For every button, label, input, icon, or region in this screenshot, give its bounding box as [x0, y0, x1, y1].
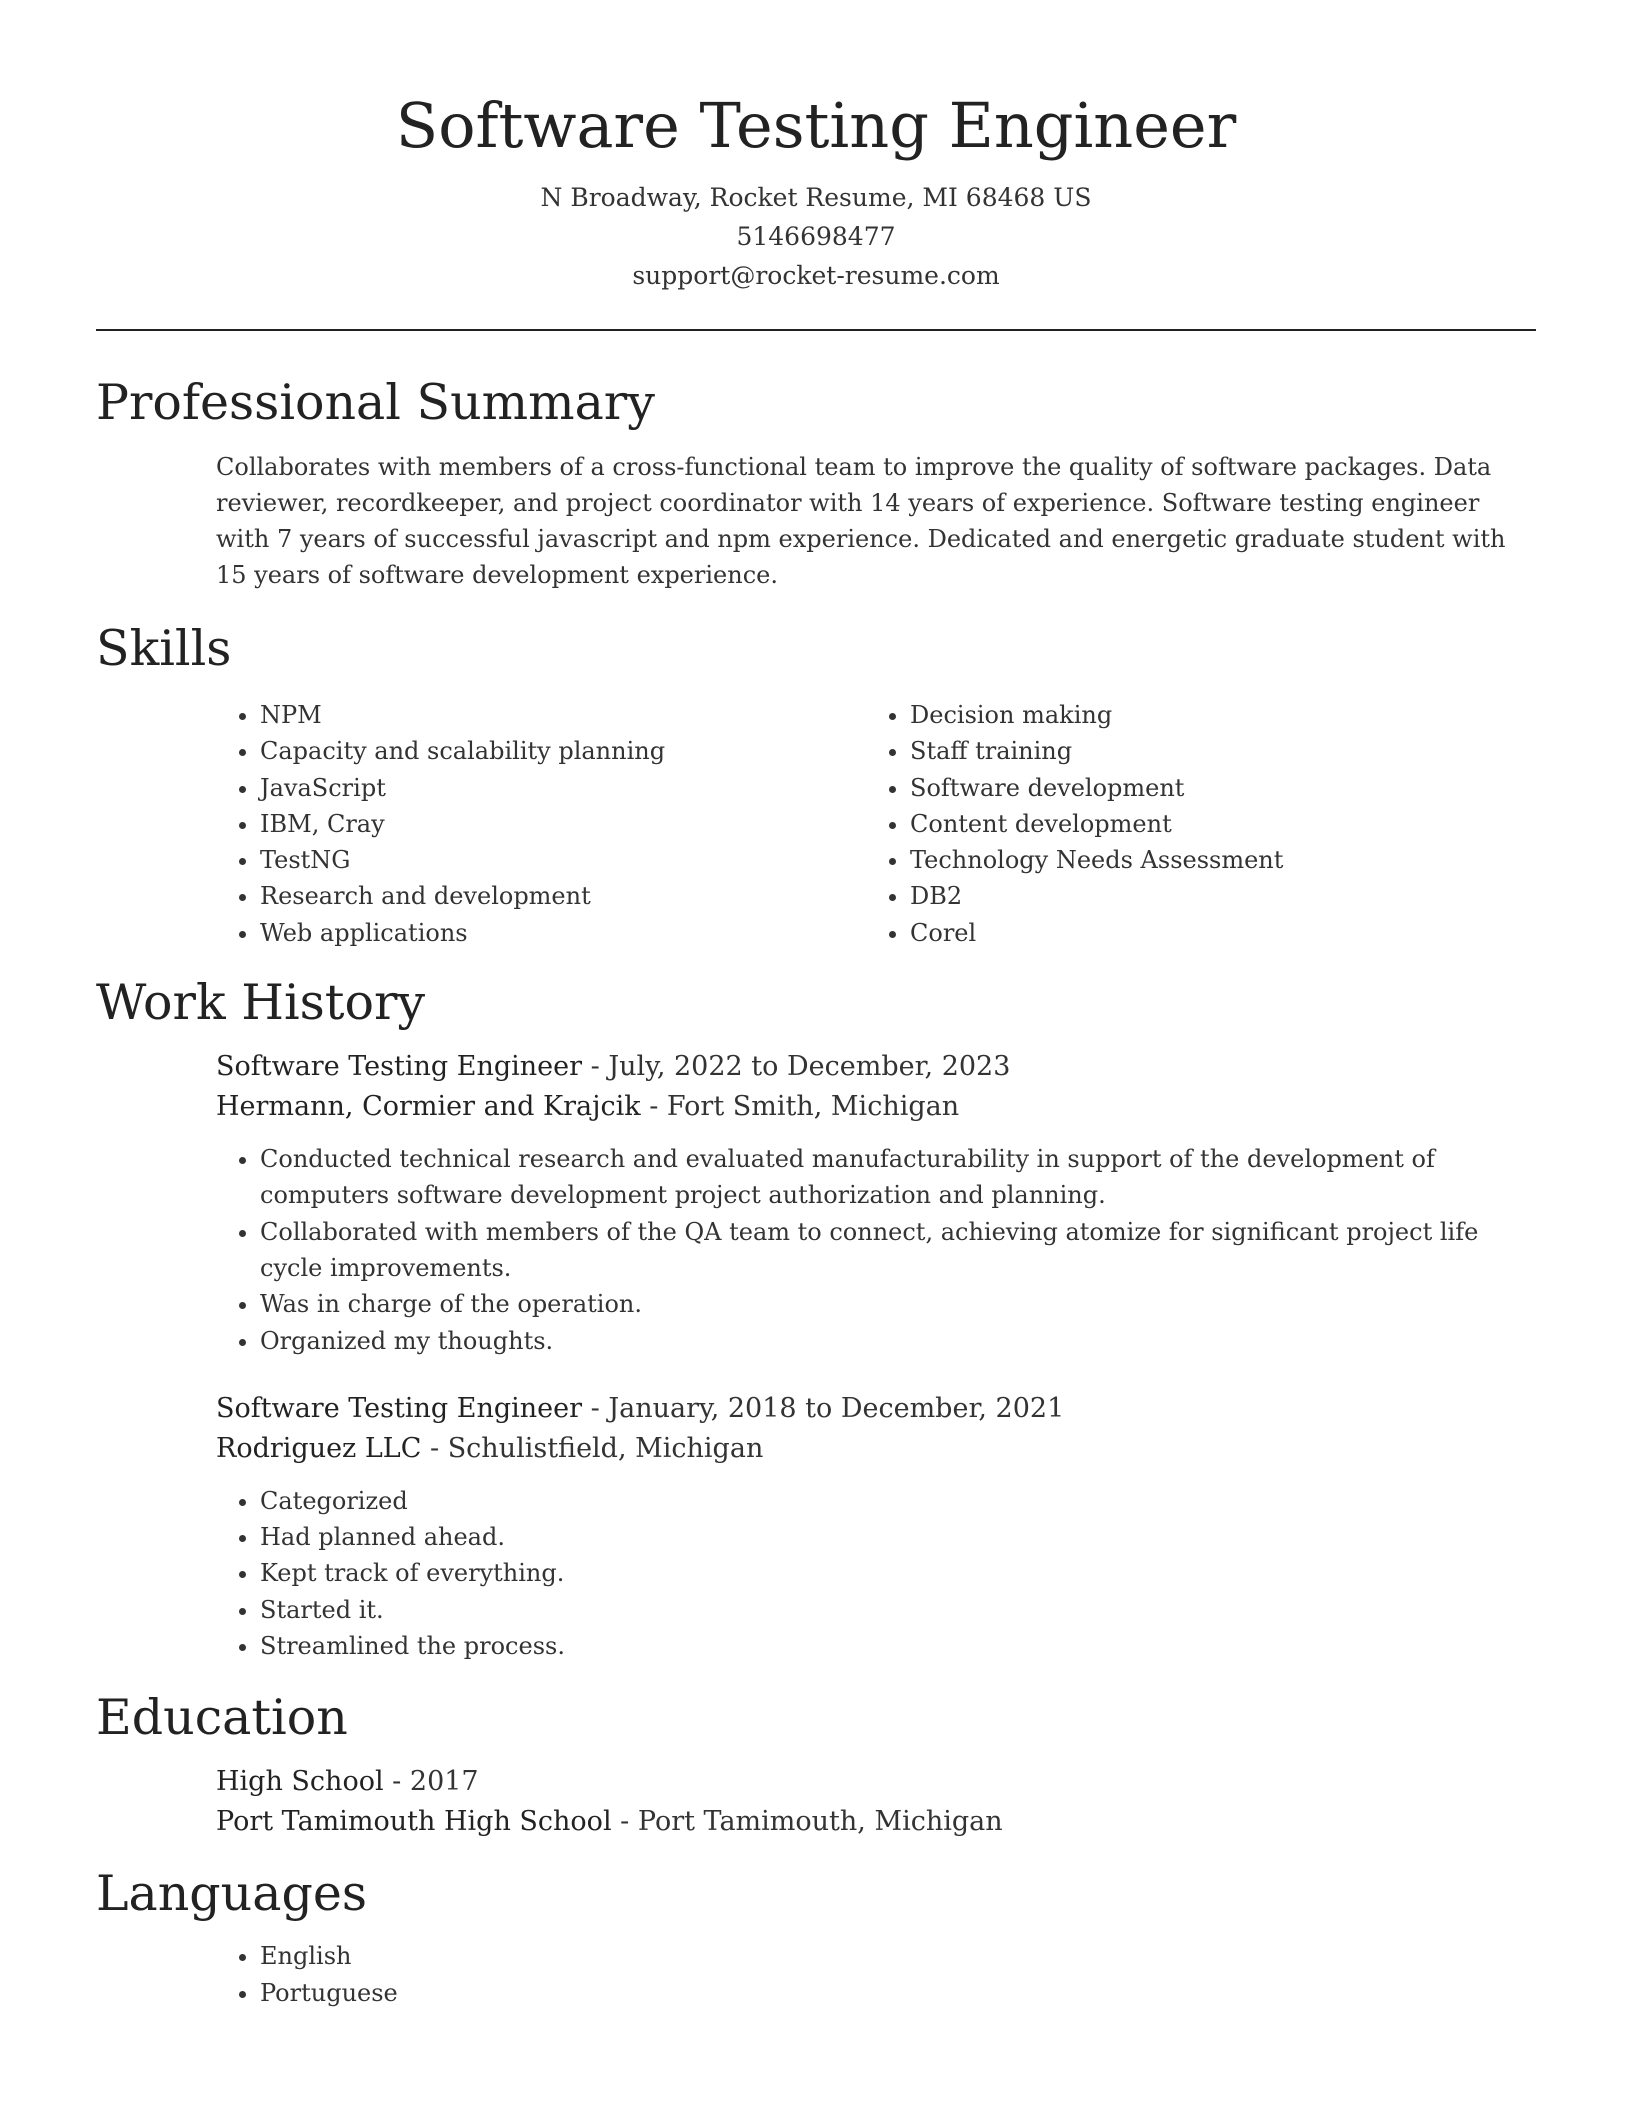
- work-title: Work History: [96, 974, 426, 1032]
- contact-block: [96, 178, 1536, 295]
- skill-item: • IBM, Cray: [260, 806, 866, 842]
- job-bullet: • Had planned ahead.: [260, 1519, 1536, 1555]
- job-bullet: • Categorized: [260, 1483, 1536, 1519]
- job-role: Software Testing Engineer: [216, 1051, 583, 1083]
- separator: -: [611, 1806, 638, 1838]
- contact-address: N Broadway, Rocket Resume, MI 68468 US: [540, 183, 1092, 212]
- job-bullet: • Kept track of everything.: [260, 1555, 1536, 1591]
- skills-section: [96, 619, 1536, 951]
- education-school-line: [216, 1802, 1536, 1842]
- skills-column-right: [866, 697, 1516, 951]
- skill-item: • Corel: [910, 915, 1516, 951]
- job-role: Software Testing Engineer: [216, 1392, 583, 1424]
- separator: -: [582, 1392, 609, 1424]
- education-title: Education: [96, 1689, 348, 1747]
- education-location: Port Tamimouth, Michigan: [637, 1806, 1003, 1838]
- skill-item: • Research and development: [260, 878, 866, 914]
- resume-page: [96, 0, 1536, 2011]
- separator: -: [640, 1091, 667, 1123]
- language-item: • Portuguese: [260, 1975, 1536, 2011]
- job-dates: July, 2022 to December, 2023: [608, 1051, 1011, 1083]
- job-bullet: • Was in charge of the operation.: [260, 1286, 1536, 1322]
- separator: -: [582, 1051, 609, 1083]
- skill-item: • NPM: [260, 697, 866, 733]
- languages-section: [96, 1864, 1536, 2011]
- education-section: [96, 1688, 1536, 1842]
- skill-item: • TestNG: [260, 842, 866, 878]
- job-title-line: [216, 1389, 1536, 1429]
- skills-list-right: [866, 697, 1516, 951]
- skills-columns: [216, 697, 1536, 951]
- contact-email: support@rocket-resume.com: [632, 261, 1000, 290]
- skills-title: Skills: [96, 620, 232, 677]
- job-title-line: [216, 1047, 1536, 1087]
- skill-item: • Capacity and scalability planning: [260, 733, 866, 769]
- languages-title: Languages: [96, 1865, 367, 1923]
- skill-item: • DB2: [910, 878, 1516, 914]
- separator: -: [383, 1766, 410, 1798]
- job-bullet: • Started it.: [260, 1592, 1536, 1628]
- job-company-line: [216, 1087, 1536, 1127]
- skill-item: • Staff training: [910, 733, 1516, 769]
- skill-item: • Web applications: [260, 915, 866, 951]
- summary-title: Professional Summary: [96, 374, 655, 431]
- separator: -: [421, 1432, 448, 1464]
- education-degree: High School: [216, 1766, 384, 1798]
- languages-list: [216, 1938, 1536, 2011]
- job-location: Schulistfield, Michigan: [447, 1432, 764, 1464]
- contact-phone: 5146698477: [736, 222, 896, 251]
- language-item: • English: [260, 1938, 1536, 1974]
- skill-item: • Software development: [910, 770, 1516, 806]
- resume-header: [96, 0, 1536, 295]
- skill-item: • Content development: [910, 806, 1516, 842]
- header-divider: [96, 329, 1536, 331]
- job-company-line: [216, 1429, 1536, 1469]
- job-bullet: • Conducted technical research and evaluated manufacturability in support of the development of computers software development project authorization and planning.: [260, 1141, 1536, 1214]
- job-bullets: [216, 1141, 1536, 1359]
- skill-item: • Decision making: [910, 697, 1516, 733]
- education-year: 2017: [409, 1766, 479, 1798]
- skill-item: • Technology Needs Assessment: [910, 842, 1516, 878]
- skills-list-left: [216, 697, 866, 951]
- skill-item: • JavaScript: [260, 770, 866, 806]
- job-company: Hermann, Cormier and Krajcik: [216, 1091, 641, 1123]
- job-location: Fort Smith, Michigan: [666, 1091, 960, 1123]
- work-section: [96, 973, 1536, 1664]
- candidate-name: Software Testing Engineer: [395, 89, 1237, 162]
- job-entry: [216, 1389, 1536, 1664]
- job-company: Rodriguez LLC: [216, 1432, 422, 1464]
- skills-column-left: [216, 697, 866, 951]
- job-bullet: • Collaborated with members of the QA team to connect, achieving atomize for significant project life cycle improvements.: [260, 1214, 1536, 1287]
- job-entry: [216, 1047, 1536, 1359]
- education-school: Port Tamimouth High School: [216, 1806, 612, 1838]
- summary-text: Collaborates with members of a cross-functional team to improve the quality of software packages. Data reviewer, recordkeeper, and project coordinator with 14 years of experience. Software testing engineer with 7 years of successful javascript and npm experience. Dedicated and energetic graduate student with 15 years of software development experience.: [216, 453, 1506, 589]
- job-bullets: [216, 1483, 1536, 1664]
- job-dates: January, 2018 to December, 2021: [608, 1392, 1065, 1424]
- job-bullet: • Streamlined the process.: [260, 1628, 1536, 1664]
- education-entry: [216, 1762, 1536, 1842]
- education-degree-line: [216, 1762, 1536, 1802]
- job-bullet: • Organized my thoughts.: [260, 1323, 1536, 1359]
- summary-section: [96, 373, 1536, 593]
